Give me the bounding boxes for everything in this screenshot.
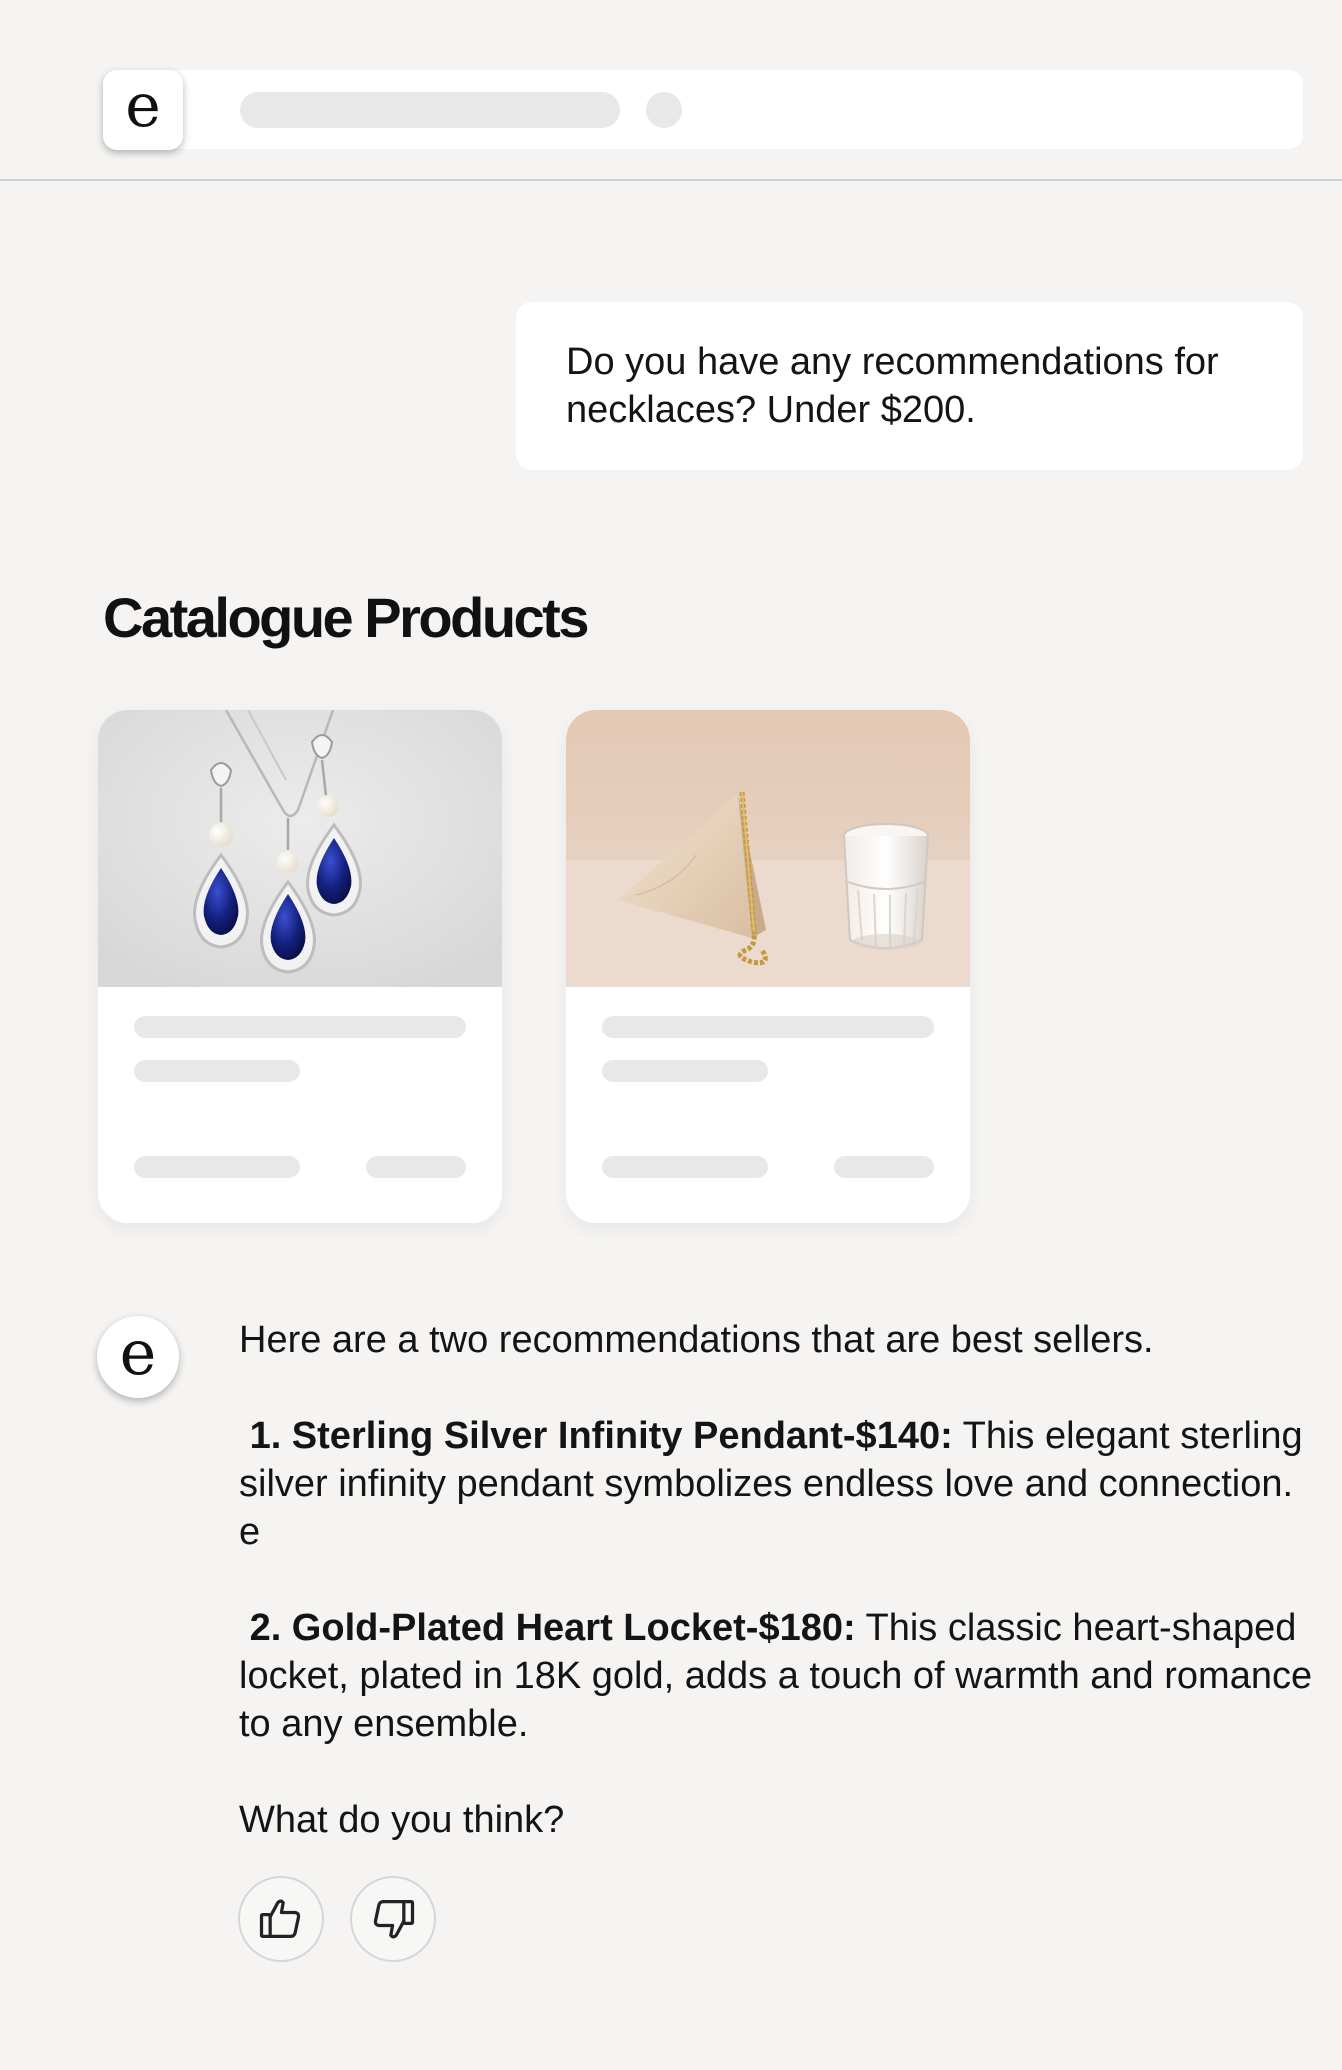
assistant-question: What do you think?	[239, 1799, 565, 1841]
top-header	[0, 0, 1342, 181]
product-meta-skeleton	[134, 1156, 300, 1178]
product-subtitle-skeleton	[602, 1060, 768, 1082]
app-logo[interactable]: e	[103, 70, 183, 150]
user-message-bubble	[516, 302, 1303, 470]
header-skeleton-line	[240, 92, 620, 128]
product-price-skeleton	[834, 1156, 934, 1178]
product-meta-skeleton	[602, 1156, 768, 1178]
product-subtitle-skeleton	[134, 1060, 300, 1082]
assistant-intro: Here are a two recommendations that are best sellers.	[239, 1319, 1154, 1361]
product-image-sapphire-set	[98, 710, 502, 987]
user-message-text: Do you have any recommendations for necklaces? Under $200.	[566, 341, 1219, 431]
assistant-message	[239, 1316, 1323, 1844]
catalogue-title: Catalogue Products	[103, 586, 587, 649]
product-title-skeleton	[134, 1016, 466, 1038]
thumbs-up-button[interactable]	[238, 1876, 324, 1962]
recommendation-title: 1. Sterling Silver Infinity Pendant-$140:	[239, 1415, 953, 1457]
recommendation-description: This classic heart-shaped locket, plated in 18K gold, adds a touch of warmth and romance to any ensemble.	[239, 1607, 1323, 1745]
recommendation-title: 2. Gold-Plated Heart Locket-$180:	[239, 1607, 856, 1649]
recommendation-item	[239, 1604, 1323, 1748]
product-title-skeleton	[602, 1016, 934, 1038]
assistant-avatar: e	[97, 1316, 179, 1398]
product-card[interactable]	[98, 710, 502, 1223]
product-image-gold-chain	[566, 710, 970, 987]
recommendation-description: This elegant sterling silver infinity pendant symbolizes endless love and connection. e	[239, 1415, 1314, 1553]
recommendation-item	[239, 1412, 1319, 1556]
product-card[interactable]	[566, 710, 970, 1223]
header-skeleton-dot	[646, 92, 682, 128]
thumbs-down-icon	[367, 1893, 419, 1945]
product-price-skeleton	[366, 1156, 466, 1178]
thumbs-down-button[interactable]	[350, 1876, 436, 1962]
thumbs-up-icon	[255, 1893, 307, 1945]
